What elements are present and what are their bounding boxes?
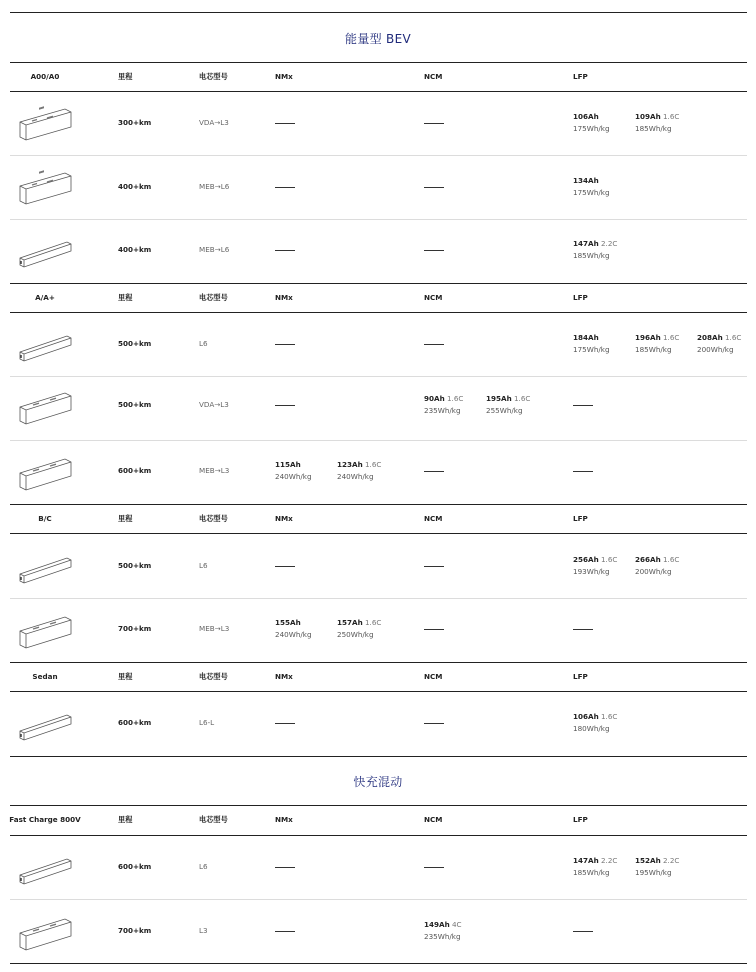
spec-c-rate: 1.6C bbox=[660, 555, 680, 564]
spec-c-rate: 1.6C bbox=[362, 618, 382, 627]
spec-capacity: 123Ah bbox=[337, 460, 363, 469]
empty-dash bbox=[275, 867, 295, 868]
column-header-nmx: NMx bbox=[275, 72, 293, 81]
spec-energy-density: 250Wh/kg bbox=[337, 630, 374, 639]
column-header-range: 里程 bbox=[118, 514, 133, 523]
empty-dash bbox=[424, 123, 444, 124]
empty-dash bbox=[424, 867, 444, 868]
column-header-ncm: NCM bbox=[424, 72, 443, 81]
spec-c-rate: 1.6C bbox=[362, 460, 382, 469]
spec-capacity: 157Ah bbox=[337, 618, 363, 627]
row-divider bbox=[10, 963, 747, 964]
spec-entry bbox=[635, 855, 679, 879]
column-header-range: 里程 bbox=[118, 72, 133, 81]
row-cell-model: L6-L bbox=[199, 718, 215, 727]
column-header-ncm: NCM bbox=[424, 514, 443, 523]
battery-cell-icon bbox=[17, 385, 73, 425]
row-cell-model: L6 bbox=[199, 862, 208, 871]
spec-entry bbox=[275, 459, 312, 483]
row-divider bbox=[10, 598, 747, 599]
spec-energy-density: 175Wh/kg bbox=[573, 345, 610, 354]
spec-entry bbox=[486, 393, 530, 417]
column-header-lfp: LFP bbox=[573, 672, 588, 681]
spec-entry bbox=[573, 855, 617, 879]
empty-dash bbox=[275, 344, 295, 345]
spec-capacity: 90Ah bbox=[424, 394, 445, 403]
battery-cell-icon bbox=[17, 847, 73, 887]
spec-capacity: 184Ah bbox=[573, 333, 599, 342]
column-header-model: 电芯型号 bbox=[199, 72, 228, 81]
spec-c-rate: 2.2C bbox=[660, 856, 680, 865]
row-range: 400+km bbox=[118, 182, 152, 191]
header-rule bbox=[10, 805, 747, 806]
empty-dash bbox=[424, 187, 444, 188]
spec-c-rate: 2.2C bbox=[598, 856, 618, 865]
spec-entry bbox=[573, 111, 610, 135]
column-header-lfp: LFP bbox=[573, 293, 588, 302]
spec-energy-density: 200Wh/kg bbox=[697, 345, 734, 354]
spec-capacity: 106Ah bbox=[573, 712, 599, 721]
column-header-ncm: NCM bbox=[424, 672, 443, 681]
header-bottom-rule bbox=[10, 312, 747, 313]
row-divider bbox=[10, 440, 747, 441]
category-label: Fast Charge 800V bbox=[9, 815, 81, 824]
spec-energy-density: 185Wh/kg bbox=[635, 345, 672, 354]
row-divider bbox=[10, 504, 747, 505]
empty-dash bbox=[275, 123, 295, 124]
column-header-nmx: NMx bbox=[275, 514, 293, 523]
empty-dash bbox=[275, 187, 295, 188]
battery-cell-icon bbox=[17, 609, 73, 649]
row-range: 600+km bbox=[118, 862, 152, 871]
spec-capacity: 109Ah bbox=[635, 112, 661, 121]
column-header-lfp: LFP bbox=[573, 815, 588, 824]
spec-capacity: 155Ah bbox=[275, 618, 301, 627]
row-divider bbox=[10, 219, 747, 220]
spec-energy-density: 175Wh/kg bbox=[573, 124, 610, 133]
header-bottom-rule bbox=[10, 691, 747, 692]
row-range: 500+km bbox=[118, 400, 152, 409]
column-header-model: 电芯型号 bbox=[199, 672, 228, 681]
spec-energy-density: 240Wh/kg bbox=[275, 472, 312, 481]
row-range: 600+km bbox=[118, 718, 152, 727]
row-cell-model: VDA→L3 bbox=[199, 118, 229, 127]
spec-c-rate: 1.6C bbox=[722, 333, 742, 342]
battery-cell-icon bbox=[17, 103, 73, 143]
spec-c-rate: 1.6C bbox=[660, 333, 680, 342]
battery-cell-icon bbox=[17, 167, 73, 207]
row-range: 300+km bbox=[118, 118, 152, 127]
spec-energy-density: 185Wh/kg bbox=[573, 251, 610, 260]
empty-dash bbox=[424, 723, 444, 724]
spec-capacity: 134Ah bbox=[573, 176, 599, 185]
spec-energy-density: 185Wh/kg bbox=[573, 868, 610, 877]
spec-energy-density: 195Wh/kg bbox=[635, 868, 672, 877]
row-range: 700+km bbox=[118, 624, 152, 633]
spec-capacity: 152Ah bbox=[635, 856, 661, 865]
spec-capacity: 147Ah bbox=[573, 856, 599, 865]
category-label: A00/A0 bbox=[30, 72, 60, 81]
column-header-ncm: NCM bbox=[424, 293, 443, 302]
spec-entry bbox=[573, 711, 617, 735]
fast-section-title: 快充混动 bbox=[353, 775, 403, 789]
spec-c-rate: 1.6C bbox=[598, 555, 618, 564]
column-header-ncm: NCM bbox=[424, 815, 443, 824]
spec-capacity: 106Ah bbox=[573, 112, 599, 121]
spec-energy-density: 240Wh/kg bbox=[337, 472, 374, 481]
header-rule bbox=[10, 62, 747, 63]
empty-dash bbox=[424, 566, 444, 567]
spec-c-rate: 2.2C bbox=[598, 239, 618, 248]
spec-capacity: 115Ah bbox=[275, 460, 301, 469]
spec-capacity: 149Ah bbox=[424, 920, 450, 929]
header-bottom-rule bbox=[10, 533, 747, 534]
battery-cell-icon bbox=[17, 324, 73, 364]
row-divider bbox=[10, 283, 747, 284]
row-divider bbox=[10, 756, 747, 757]
row-range: 400+km bbox=[118, 245, 152, 254]
row-range: 500+km bbox=[118, 561, 152, 570]
row-divider bbox=[10, 662, 747, 663]
spec-entry bbox=[337, 617, 381, 641]
spec-entry bbox=[573, 554, 617, 578]
spec-capacity: 208Ah bbox=[697, 333, 723, 342]
column-header-nmx: NMx bbox=[275, 293, 293, 302]
column-header-nmx: NMx bbox=[275, 815, 293, 824]
empty-dash bbox=[275, 250, 295, 251]
row-cell-model: MEB→L6 bbox=[199, 245, 230, 254]
category-label: A/A+ bbox=[35, 293, 55, 302]
empty-dash bbox=[275, 723, 295, 724]
column-header-range: 里程 bbox=[118, 815, 133, 824]
category-label: B/C bbox=[38, 514, 52, 523]
empty-dash bbox=[275, 566, 295, 567]
column-header-model: 电芯型号 bbox=[199, 293, 228, 302]
spec-capacity: 195Ah bbox=[486, 394, 512, 403]
spec-entry bbox=[424, 393, 463, 417]
top-rule bbox=[10, 12, 747, 13]
column-header-range: 里程 bbox=[118, 672, 133, 681]
column-header-nmx: NMx bbox=[275, 672, 293, 681]
spec-c-rate: 4C bbox=[449, 920, 462, 929]
spec-energy-density: 200Wh/kg bbox=[635, 567, 672, 576]
spec-entry bbox=[424, 919, 462, 943]
row-range: 500+km bbox=[118, 339, 152, 348]
spec-energy-density: 235Wh/kg bbox=[424, 932, 461, 941]
empty-dash bbox=[424, 471, 444, 472]
empty-dash bbox=[424, 250, 444, 251]
column-header-model: 电芯型号 bbox=[199, 514, 228, 523]
header-bottom-rule bbox=[10, 91, 747, 92]
empty-dash bbox=[424, 344, 444, 345]
row-cell-model: MEB→L3 bbox=[199, 624, 230, 633]
empty-dash bbox=[573, 471, 593, 472]
column-header-model: 电芯型号 bbox=[199, 815, 228, 824]
row-range: 600+km bbox=[118, 466, 152, 475]
column-header-lfp: LFP bbox=[573, 72, 588, 81]
row-cell-model: MEB→L3 bbox=[199, 466, 230, 475]
spec-capacity: 147Ah bbox=[573, 239, 599, 248]
spec-energy-density: 255Wh/kg bbox=[486, 406, 523, 415]
row-range: 700+km bbox=[118, 926, 152, 935]
column-header-range: 里程 bbox=[118, 293, 133, 302]
spec-entry bbox=[573, 332, 610, 356]
bev-section-title: 能量型 BEV bbox=[345, 32, 411, 46]
battery-cell-icon bbox=[17, 451, 73, 491]
category-label: Sedan bbox=[32, 672, 58, 681]
spec-capacity: 196Ah bbox=[635, 333, 661, 342]
battery-cell-icon bbox=[17, 703, 73, 743]
empty-dash bbox=[275, 931, 295, 932]
spec-c-rate: 1.6C bbox=[511, 394, 531, 403]
spec-capacity: 266Ah bbox=[635, 555, 661, 564]
battery-cell-icon bbox=[17, 230, 73, 270]
battery-cell-icon bbox=[17, 546, 73, 586]
header-bottom-rule bbox=[10, 835, 747, 836]
spec-energy-density: 235Wh/kg bbox=[424, 406, 461, 415]
spec-entry bbox=[635, 111, 679, 135]
row-cell-model: L6 bbox=[199, 561, 208, 570]
spec-entry bbox=[635, 554, 679, 578]
spec-entry bbox=[573, 175, 610, 199]
spec-c-rate: 1.6C bbox=[660, 112, 680, 121]
spec-entry bbox=[573, 238, 617, 262]
row-cell-model: VDA→L3 bbox=[199, 400, 229, 409]
row-divider bbox=[10, 155, 747, 156]
empty-dash bbox=[573, 931, 593, 932]
spec-capacity: 256Ah bbox=[573, 555, 599, 564]
row-cell-model: MEB→L6 bbox=[199, 182, 230, 191]
row-divider bbox=[10, 899, 747, 900]
row-divider bbox=[10, 376, 747, 377]
row-cell-model: L3 bbox=[199, 926, 208, 935]
empty-dash bbox=[573, 629, 593, 630]
spec-entry bbox=[275, 617, 312, 641]
empty-dash bbox=[275, 405, 295, 406]
spec-entry bbox=[635, 332, 679, 356]
row-cell-model: L6 bbox=[199, 339, 208, 348]
spec-entry bbox=[697, 332, 741, 356]
spec-energy-density: 240Wh/kg bbox=[275, 630, 312, 639]
spec-entry bbox=[337, 459, 381, 483]
spec-energy-density: 185Wh/kg bbox=[635, 124, 672, 133]
column-header-lfp: LFP bbox=[573, 514, 588, 523]
empty-dash bbox=[424, 629, 444, 630]
spec-c-rate: 1.6C bbox=[444, 394, 464, 403]
empty-dash bbox=[573, 405, 593, 406]
spec-energy-density: 175Wh/kg bbox=[573, 188, 610, 197]
battery-cell-icon bbox=[17, 911, 73, 951]
spec-energy-density: 193Wh/kg bbox=[573, 567, 610, 576]
spec-energy-density: 180Wh/kg bbox=[573, 724, 610, 733]
spec-c-rate: 1.6C bbox=[598, 712, 618, 721]
